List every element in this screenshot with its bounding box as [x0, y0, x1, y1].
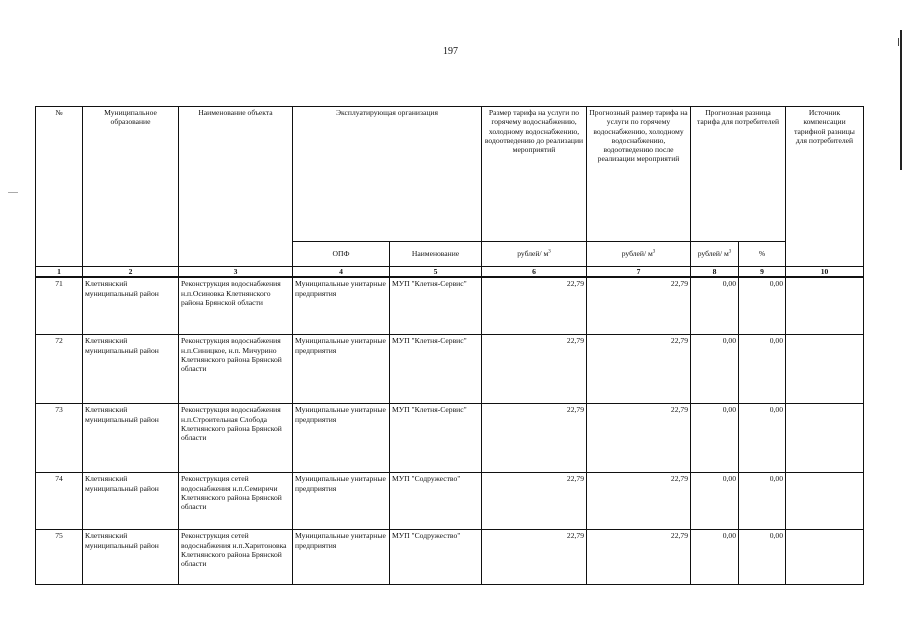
cell-object: Реконструкция сетей водоснабжения н.п.Семиричи Клетнянского района Брянской области [179, 473, 293, 530]
scan-edge-line [900, 30, 902, 170]
cell-operator-name: МУП "Клетня-Сервис" [390, 277, 482, 335]
cell-opf: Муниципальные унитарные предприятия [293, 530, 390, 585]
header-municipality: Муниципальное образование [83, 107, 179, 267]
cell-object: Реконструкция сетей водоснабжения н.п.Харитоновка Клетнянского района Брянской области [179, 530, 293, 585]
column-number: 9 [739, 267, 786, 278]
page-number: 197 [443, 46, 458, 57]
cell-opf: Муниципальные унитарные предприятия [293, 335, 390, 404]
cell-source [786, 335, 864, 404]
cell-diff-percent: 0,00 [739, 277, 786, 335]
cell-diff-rub: 0,00 [691, 473, 739, 530]
cell-municipality: Клетнянский муниципальный район [83, 404, 179, 473]
header-object: Наименование объекта [179, 107, 293, 267]
cell-diff-rub: 0,00 [691, 530, 739, 585]
cell-no: 75 [36, 530, 83, 585]
cell-municipality: Клетнянский муниципальный район [83, 277, 179, 335]
cell-tariff-before: 22,79 [482, 530, 587, 585]
cell-tariff-after: 22,79 [587, 530, 691, 585]
cell-no: 73 [36, 404, 83, 473]
cell-municipality: Клетнянский муниципальный район [83, 335, 179, 404]
cell-tariff-before: 22,79 [482, 335, 587, 404]
cell-tariff-after: 22,79 [587, 277, 691, 335]
column-number: 1 [36, 267, 83, 278]
cell-source [786, 530, 864, 585]
cell-source [786, 404, 864, 473]
cell-operator-name: МУП "Содружество" [390, 473, 482, 530]
column-number: 3 [179, 267, 293, 278]
cell-diff-percent: 0,00 [739, 530, 786, 585]
table-row [36, 277, 864, 335]
cell-opf: Муниципальные унитарные предприятия [293, 473, 390, 530]
header-unit-after [587, 242, 691, 267]
cell-source [786, 473, 864, 530]
header-no: № [36, 107, 83, 267]
column-number: 2 [83, 267, 179, 278]
table-row [36, 404, 864, 473]
tariff-table [35, 106, 864, 585]
cell-diff-rub: 0,00 [691, 277, 739, 335]
cell-opf: Муниципальные унитарные предприятия [293, 277, 390, 335]
cell-municipality: Клетнянский муниципальный район [83, 473, 179, 530]
cell-tariff-after: 22,79 [587, 404, 691, 473]
header-unit-before [482, 242, 587, 267]
cell-object: Реконструкция водоснабжения н.п.Осиновка Клетнянского района Брянской области [179, 277, 293, 335]
scan-margin-mark [8, 192, 18, 193]
column-number: 4 [293, 267, 390, 278]
scan-tick-mark [898, 38, 899, 46]
header-name: Наименование [390, 242, 482, 267]
cell-diff-percent: 0,00 [739, 404, 786, 473]
column-number: 5 [390, 267, 482, 278]
unit-label: рублей/ м [517, 249, 549, 259]
cell-diff-rub: 0,00 [691, 335, 739, 404]
cell-diff-percent: 0,00 [739, 473, 786, 530]
cell-no: 72 [36, 335, 83, 404]
cell-no: 71 [36, 277, 83, 335]
unit-exponent: 3 [652, 249, 656, 255]
header-percent: % [739, 242, 786, 267]
unit-exponent: 3 [728, 249, 732, 255]
cell-operator-name: МУП "Клетня-Сервис" [390, 335, 482, 404]
column-number: 10 [786, 267, 864, 278]
cell-diff-rub: 0,00 [691, 404, 739, 473]
header-source: Источник компенсации тарифной разницы для потребителей [786, 107, 864, 267]
header-opf: ОПФ [293, 242, 390, 267]
column-number-row [36, 267, 864, 278]
cell-tariff-before: 22,79 [482, 277, 587, 335]
cell-object: Реконструкция водоснабжения н.п.Строительная Слобода Клетнянского района Брянской области [179, 404, 293, 473]
header-unit-diff [691, 242, 739, 267]
table-row [36, 530, 864, 585]
header-tariff-before: Размер тарифа на услуги по горячему водоснабжению, холодному водоснабжению, водоотведению до реализации мероприятий [482, 107, 587, 242]
column-number: 7 [587, 267, 691, 278]
cell-object: Реконструкция водоснабжения н.п.Синицкое, н.п. Мичурино Клетнянского района Брянской области [179, 335, 293, 404]
cell-tariff-after: 22,79 [587, 335, 691, 404]
unit-label: рублей/ м [621, 249, 653, 259]
cell-source [786, 277, 864, 335]
header-tariff-after: Прогнозный размер тарифа на услуги по горячему водоснабжению, холодному водоснабжению, водоотведению после реализации мероприятий [587, 107, 691, 242]
header-tariff-diff: Прогнозная разница тарифа для потребителей [691, 107, 786, 242]
cell-operator-name: МУП "Клетня-Сервис" [390, 404, 482, 473]
table-row [36, 473, 864, 530]
table-row [36, 335, 864, 404]
cell-diff-percent: 0,00 [739, 335, 786, 404]
unit-label: рублей/ м [697, 249, 729, 259]
cell-tariff-after: 22,79 [587, 473, 691, 530]
header-operator: Эксплуатирующая организация [293, 107, 482, 242]
cell-tariff-before: 22,79 [482, 473, 587, 530]
cell-operator-name: МУП "Содружество" [390, 530, 482, 585]
cell-no: 74 [36, 473, 83, 530]
cell-tariff-before: 22,79 [482, 404, 587, 473]
column-number: 6 [482, 267, 587, 278]
cell-municipality: Клетнянский муниципальный район [83, 530, 179, 585]
cell-opf: Муниципальные унитарные предприятия [293, 404, 390, 473]
unit-exponent: 3 [548, 249, 551, 255]
column-number: 8 [691, 267, 739, 278]
